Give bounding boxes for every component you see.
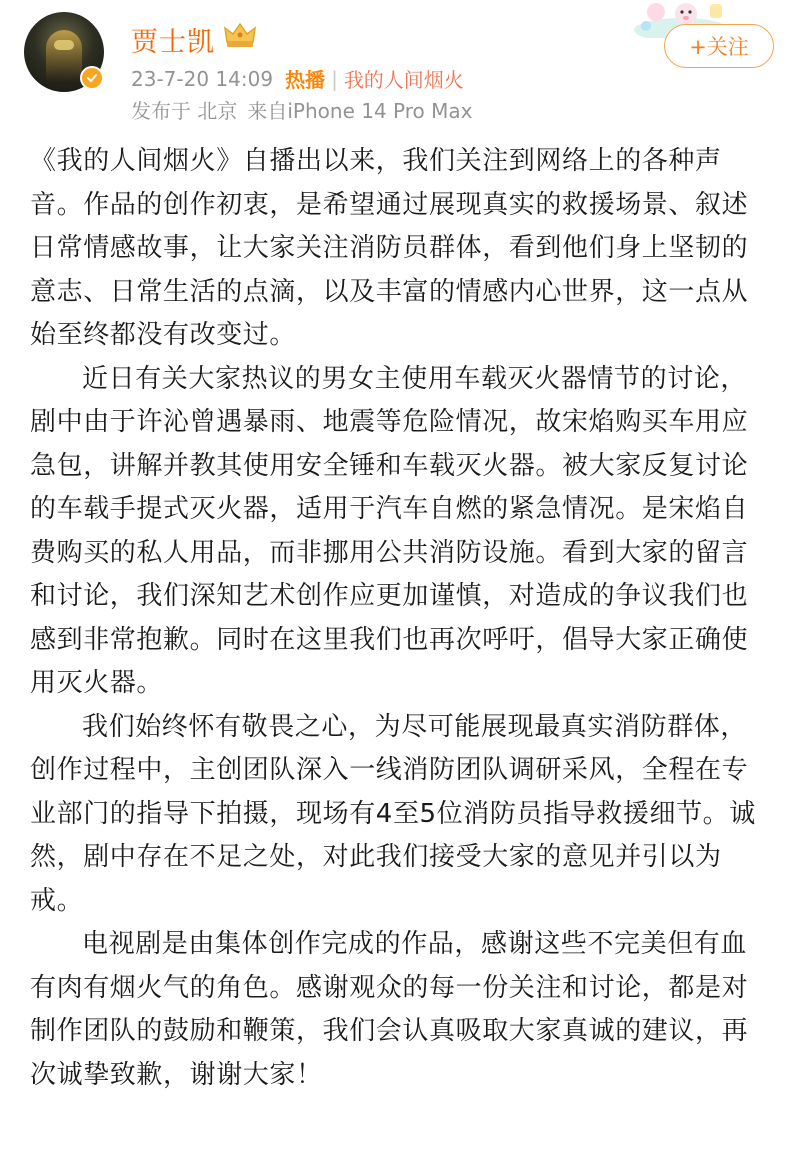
- verified-badge-icon: [80, 66, 104, 90]
- paragraph: 近日有关大家热议的男女主使用车载灭火器情节的讨论，剧中由于许沁曾遇暴雨、地震等危险情况，故宋焰购买车用应急包，讲解并教其使用安全锤和车载灭火器。被大家反复讨论的车载手提式灭火器，适用于汽车自燃的紧急情况。是宋焰自费购买的私人用品，而非挪用公共消防设施。看到大家的留言和讨论，我们深知艺术创作应更加谨慎，对造成的争议我们也感到非常抱歉。同时在这里我们也再次呼吁，倡导大家正确使用灭火器。: [30, 363, 749, 698]
- post-source: [131, 95, 472, 124]
- paragraph: 电视剧是由集体创作完成的作品，感谢这些不完美但有血有肉有烟火气的角色。感谢观众的每一份关注和讨论，都是对制作团队的鼓励和鞭策，我们会认真吸取大家真诚的建议，再次诚挚致歉，谢谢大家！: [30, 929, 749, 1090]
- avatar-figure: [46, 30, 82, 84]
- meta-separator: |: [331, 66, 338, 91]
- post-body: [30, 140, 770, 1097]
- hot-badge[interactable]: 热播: [285, 68, 326, 92]
- follow-button[interactable]: +关注: [664, 24, 774, 68]
- paragraph: 《我的人间烟火》自播出以来，我们关注到网络上的各种声音。作品的创作初衷，是希望通过展现真实的救援场景、叙述日常情感故事，让大家关注消防员群体，看到他们身上坚韧的意志、日常生活的点滴，以及丰富的情感内心世界，这一点从始至终都没有改变过。: [30, 146, 749, 350]
- author-name[interactable]: 贾士凯: [131, 27, 215, 58]
- post-location: 发布于 北京: [131, 99, 238, 123]
- avatar-highlight: [54, 40, 74, 50]
- post-meta: [131, 64, 464, 93]
- crown-icon: [223, 20, 257, 50]
- paragraph: 我们始终怀有敬畏之心，为尽可能展现最真实消防群体，创作过程中，主创团队深入一线消防团队调研采风，全程在专业部门的指导下拍摄，现场有4至5位消防员指导救援细节。诚然，剧中存在不足之处，对此我们接受大家的意见并引以为戒。: [30, 711, 756, 916]
- post-time: 23-7-20 14:09: [131, 66, 274, 91]
- post-device: 来自iPhone 14 Pro Max: [247, 99, 473, 123]
- topic-link[interactable]: 我的人间烟火: [343, 68, 464, 92]
